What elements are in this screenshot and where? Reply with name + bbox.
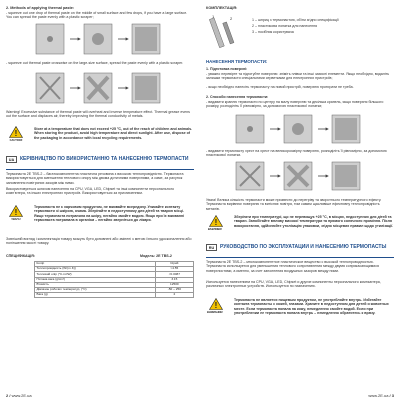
kit-title: КОМПЛЕКТАЦІЯ: (206, 6, 238, 10)
spec-label: СПЕЦИФІКАЦІЯ: (6, 254, 36, 258)
store-ua: Зберігати при температурі, що не перевищує +25 °C, в місцях, недоступних для дітей та тварин. Запобігайте впливу високої температури та прямого сонячного проміння. Після використання, здійснюйте утилізацію упаковки, згідно місцевих правил щодо утилізації. (234, 215, 394, 228)
right-footer (368, 393, 394, 398)
svg-text:!: ! (214, 301, 218, 310)
spec-param: Колір (35, 262, 156, 267)
method-1: - видавити краплю термопасти по центру на малу поверхню та декілька крапель, якщо поверхня більшого розміру, розподіліть її рівномірно, за допомогою пластикової лопатки; (206, 100, 384, 109)
ru-warn-text: Термопаста не является пищевым продуктом, не употребляйте внутрь. Избегайте контакта термопасты с кожей, глазами. Храните в недоступном для детей и животных месте. Если термопаста попала на кожу, немедленно смойте водой. Если при употреблении ее термопаста попала внутрь – немедленно обратитесь к врачу. (234, 298, 389, 316)
method-b-diagram (34, 71, 164, 107)
ua-note: Зовнішній вигляд і комплектація товару можуть бути доповнені або змінені з метою їхнього удосконалення або поліпшення якості товару. (6, 237, 192, 246)
ru-flag: RU (206, 244, 217, 251)
ua-warn-label: УВАГА! (11, 218, 21, 221)
spec-value: Сірий (155, 262, 193, 267)
warning-triangle-icon (9, 205, 23, 217)
caution-label: CAUTION! (9, 139, 23, 142)
kit-illustration (208, 12, 248, 54)
method-title: 2. Способи нанесення термопасти: (206, 95, 269, 99)
prep-text: - уважно перевірте та підготуйте поверхню: зніміть плівки та інші захисні елементи. Якщо необхідно, видаліть залишки термопасти спеціальними серветками для електронних пристроїв; (206, 72, 390, 81)
warning-triangle-icon (209, 298, 223, 310)
spec-value: 3.15 (155, 277, 193, 282)
divider (6, 169, 194, 170)
svg-text:!: ! (14, 129, 18, 138)
spec-param: Діапазон робочих температур, (°C) (35, 287, 156, 292)
method-1-diagram (234, 113, 364, 147)
right-page (200, 0, 400, 400)
svg-text:2: 2 (230, 16, 233, 21)
caution-label-ua: ВАЖЛИВО! (207, 228, 223, 231)
footer-site[interactable]: www.2E.ua (368, 393, 389, 398)
store-en: Store at a temperature that does not exceed +25 °C, out of the reach of children and animals. When storing the product, avoid high temperature and direct sunlight. After use, dispose of the packaging in accordance with local recycling requirements. (34, 127, 193, 140)
ua-intro-2: Використовується шляхом нанесення на CPU, VGA, LED, Chipset та інші компоненти персонального комп'ютера, та інших електронних пристроїв. Використовується за призначенням. (6, 187, 174, 196)
apply-title: НАНЕСЕННЯ ТЕРМОПАСТИ: (206, 59, 268, 64)
footer-site[interactable]: www.2E.ua (11, 393, 32, 398)
spec-value: <0.0087 (155, 272, 193, 277)
spec-value: >4.55 (155, 267, 193, 272)
page-number: / 3 (389, 393, 394, 398)
ua-flag: UA (6, 156, 17, 163)
spec-value: -50 ~ 250 (155, 287, 193, 292)
ua-intro: Термопаста 2E TBS-2 – багатокомпонентна пластична речовина з високою теплопровідністю. Термопаста використовується для зменшення теплового опору між двома дотичними поверхнями, а саме, за рахунок заповнення повітряних зазорів між ними. (6, 172, 184, 185)
ua-warning: Увага! Велика кількість термопасти може призвести до перегріву та зворотнього температурного ефекту. Термопаста вирівнює поверхню та витісняє повітря, тим самим щасливіше ефективну теплопровідність металів. (206, 198, 382, 211)
ua-section-header (6, 156, 194, 163)
kit-item-3: 3 – посібник користувача (252, 30, 294, 34)
divider (206, 257, 394, 258)
ua-warn-text: Термопаста не є харчовим продуктом, не вживайте всередину. Уникайте контакту термопасти зі шкірою, очима. Зберігайте в недоступному для дітей та тварин місці. Якщо термопаста потрапила на шкіру, негайно змийте водою. Якщо при їх вживанні термопаста потрапила в організм – негайно зверніться до лікаря. (34, 205, 185, 223)
ru-section-header (206, 244, 394, 251)
left-footer (6, 393, 32, 398)
prep-title: 1. Підготовка поверхні: (206, 67, 248, 71)
spec-param: Вага (g) (35, 293, 156, 298)
kit-item-1: 1 – шприц з термопастою, об'єм згідно специфікації (252, 18, 339, 22)
spec-param: В'язкість (35, 282, 156, 287)
spec-param: Теплопровідність (W/(m·K)) (35, 267, 156, 272)
warning-en: Warning! Excessive substance of thermal paste will overheat and inverse temperature effect. Thermal grease evens out the surface and displaces air, thereby improving the thermal conductivity of metals. (6, 110, 190, 119)
method-2: - видавити термопасту хрест на хрест на великорозмірну поверхню, розподіліть її рівномірно, за допомогою пластикової лопатки. (206, 149, 387, 158)
method-a-diagram (34, 22, 164, 58)
method-b-text: - squeeze out thermal paste crosswise on the large-size surface, spread the paste evenly with a plastic scraper. (6, 61, 184, 65)
ru-intro-2: Используется нанесением на CPU, VGA, LED, Chipset и другие компоненты персонального компьютера, различных электронных устройств. Используется по назначению. (206, 280, 381, 289)
prep-text-2: - якщо необхідно нанесіть термопасту на новий пристрій, поверхню протирати не треба. (206, 85, 354, 89)
spec-param: Питома вага (g/cm³) (35, 277, 156, 282)
svg-text:1: 1 (212, 14, 215, 19)
svg-text:!: ! (214, 218, 218, 227)
kit-item-2: 2 – пластикова лопатка для нанесення (252, 24, 318, 28)
spec-table (34, 261, 194, 298)
warning-triangle-icon (9, 126, 23, 138)
ua-section-title: КЕРІВНИЦТВО ПО ВИКОРИСТАННЮ ТА НАНЕСЕННЮ ТЕРМОПАСТИ (20, 155, 189, 162)
svg-text:!: ! (14, 208, 18, 217)
method-2-diagram (234, 160, 364, 194)
method-a-text: - squeeze out one drop of thermal paste on the middle of small surface and few drops, if you have a large surface. You can spread the paste evenly with a plastic scraper; (6, 11, 188, 20)
page-number: 2 / (6, 393, 11, 398)
methods-title: 2. Methods of applying thermal paste: (6, 6, 75, 10)
table-row (35, 293, 194, 298)
ru-intro: Термопаста 2E TBS-2 – многокомпонентное пластическое вещество с высокой теплопроводностью. Термопаста используется для уменьшения теплового сопротивления между двумя соприкасающимися поверхностями, а именно, за счет заполнения воздушных зазоров между ними. (206, 260, 380, 273)
spec-model: Модель: 2E TBS-2 (140, 254, 172, 258)
spec-value: 2 (155, 293, 193, 298)
ru-section-title: РУКОВОДСТВО ПО ЭКСПЛУАТАЦИИ И НАНЕСЕНИЮ ТЕРМОПАСТЫ (220, 243, 387, 250)
ru-warn-label: ВНИМАНИЕ! (207, 311, 223, 314)
spec-value: 12500 (155, 282, 193, 287)
warning-triangle-icon (209, 215, 223, 227)
spec-param: Тепловий опір (°C-in²/W) (35, 272, 156, 277)
